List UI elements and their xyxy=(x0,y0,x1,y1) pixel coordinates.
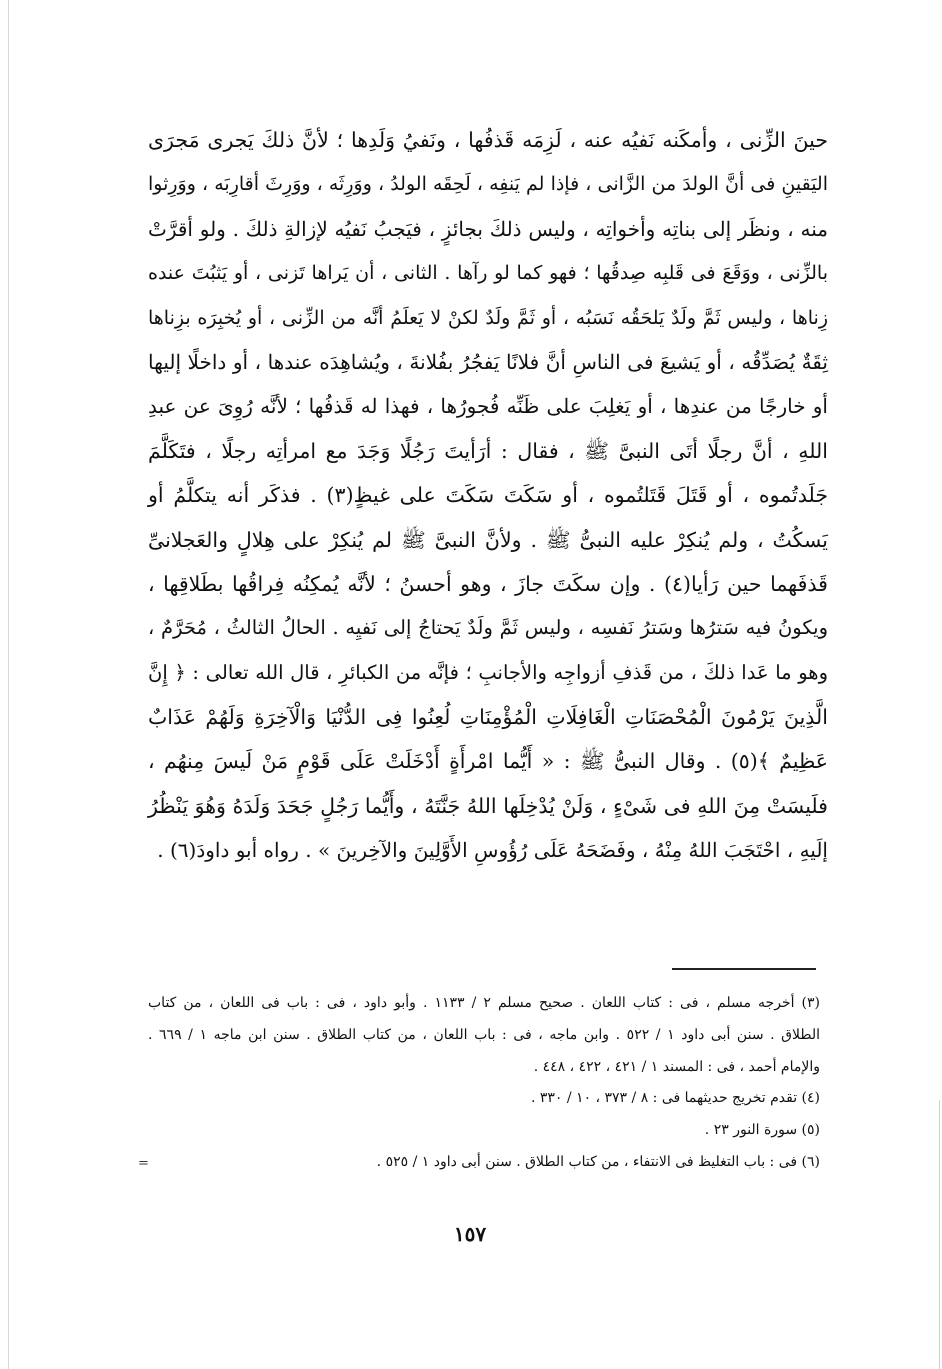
body-line: زِناها ، وليس ثَمَّ ولَدٌ يَلحَقُه نَسَبُه ، أو ثَمَّ ولَدٌ لكنْ لا يَعلَمُ أنَّه من الزِّنى ، أو يُخبِرَه بزِناها xyxy=(148,306,828,329)
footnote-3-continued: والإمام أحمد ، فى : المسند ١ / ٤٢١ ، ٤٢٢ ، ٤٤٨ . xyxy=(533,1058,820,1075)
body-line: اللهِ ، أنَّ رجلًا أتَى النبىَّ ﷺ ، فقال : أرَأيتَ رَجُلًا وَجَدَ مع امرأتِه رجلًا ، فتَكَلَّمَ xyxy=(148,438,828,463)
body-line: بالزِّنى ، ووَقَعَ فى قَلبِه صِدقُها ؛ فهو كما لو رآها . الثانى ، أن يَراها تَزنى ، أو يَثبُتَ عنده xyxy=(148,262,828,285)
footnote-3-continued: الطلاق . سنن أبى داود ١ / ٥٢٢ . وابن ماجه ، فى : باب اللعان ، من كتاب الطلاق . سنن ابن ماجه ١ / ٦٦٩ . xyxy=(148,1026,821,1043)
footnote-3: (٣) أخرجه مسلم ، فى : كتاب اللعان . صحيح مسلم ٢ / ١١٣٣ . وأبو داود ، فى : باب فى اللعان ، من كتاب xyxy=(148,995,821,1011)
scan-edge-right xyxy=(939,1100,940,1369)
body-line: حينَ الزِّنى ، وأمكَنه نَفيُه عنه ، لَزِمَه قَذفُها ، ونَفيُ وَلَدِها ؛ لأنَّ ذلكَ يَجرى مَجرَى xyxy=(148,128,828,152)
body-line: قَذفَهما حين رَأيا(٤) . وإن سكَتَ جازَ ، وهو أحسنُ ؛ لأنَّه يُمكِنُه فِراقُها بطَلاقِها ، xyxy=(148,571,828,596)
quran-verse-line: الَّذِينَ يَرْمُونَ الْمُحْصَنَاتِ الْغَافِلَاتِ الْمُؤْمِنَاتِ لُعِنُوا فِى الدُّنْيَا وَالْآخِرَةِ وَلَهُمْ عَذَابٌ xyxy=(148,705,828,730)
hadith-line: فلَيسَتْ مِنَ اللهِ فى شَىْءٍ ، وَلَنْ يُدْخِلَها اللهُ جَنَّتَهُ ، وأَيُّما رَجُلٍ جَحَدَ وَلَدَهُ وَهُوَ يَنْظُرُ xyxy=(148,793,828,818)
footnote-separator xyxy=(672,968,816,970)
body-line: أو خارجًا من عندِها ، أو يَغلِبَ على ظَنِّه فُجورُها ، فهذا له قَذفُها ؛ لأنَّه رُوِىَ عن عبدِ xyxy=(148,394,828,419)
footnote-4: (٤) تقدم تخريج حديثهما فى : ٨ / ٣٧٣ ، ١٠ / ٣٣٠ . xyxy=(530,1090,820,1107)
footnotes xyxy=(148,988,820,1179)
main-body-text xyxy=(148,118,828,873)
page-number: ١٥٧ xyxy=(453,1222,487,1246)
footnote-5: (٥) سورة النور ٢٣ . xyxy=(704,1122,820,1139)
body-line: يَسكُتُ ، ولم يُنكِرْ عليه النبىُّ ﷺ . ولأنَّ النبىَّ ﷺ لم يُنكِرْ على هِلالٍ والعَجلانىِّ xyxy=(148,527,828,552)
body-line: اليَقينِ فى أنَّ الولدَ من الزَّانى ، فإذا لم يَنفِه ، لَحِقَه الولدُ ، ووَرِثَه ، ووَرِثَ أقارِبَه ، ووَرِثوا xyxy=(148,173,828,196)
body-line: ويكونُ فيه سَترُها وسَترُ نَفسِه ، وليس ثَمَّ ولَدٌ يَحتاجُ إلى نَفيِه . الحالُ الثالثُ ، مُحَرَّمٌ ، xyxy=(148,616,828,640)
margin-mark: = xyxy=(138,1156,149,1171)
body-line: ثِقَةٌ يُصَدِّقُه ، أو يَشيعَ فى الناسِ أنَّ فلانًا يَفجُرُ بفُلانةَ ، ويُشاهِدَه عندها ، أو داخلًا إليها xyxy=(148,349,828,374)
scan-edge-left xyxy=(8,0,9,1369)
body-line: جَلَدتُموه ، أو قَتَلَ قَتَلتُموه ، أو سَكَتَ سَكَتَ على غيظٍ(٣) . فذكَر أنه يتكلَّمُ أو xyxy=(148,483,828,508)
footnote-6: (٦) فى : باب التغليظ فى الانتفاء ، من كتاب الطلاق . سنن أبى داود ١ / ٥٢٥ . xyxy=(376,1153,820,1170)
body-line: منه ، ونظَر إلى بناتِه وأخواتِه ، وليس ذلكَ بجائزٍ ، فيَجبُ نَفيُه لإزالةِ ذلكَ . ولو أقرَّتْ xyxy=(148,216,828,241)
body-line: وهو ما عَدا ذلكَ ، من قَذفِ أزواجِه والأجانبِ ؛ فإنَّه من الكبائرِ ، قال الله تعالى : ﴿ إِنَّ xyxy=(148,660,828,684)
hadith-line: عَظِيمٌ ﴾(٥) . وقال النبىُّ ﷺ : « أَيُّما امْرأَةٍ أَدْخَلَتْ عَلَى قَوْمٍ مَنْ لَيسَ مِنهُم ، xyxy=(148,749,829,774)
hadith-line: إلَيهِ ، احْتَجَبَ اللهُ مِنْهُ ، وفَضَحَهُ عَلَى رُؤُوسِ الأَوَّلِينَ والآخِرينَ » . رواه أبو داودَ(٦) . xyxy=(157,838,828,863)
